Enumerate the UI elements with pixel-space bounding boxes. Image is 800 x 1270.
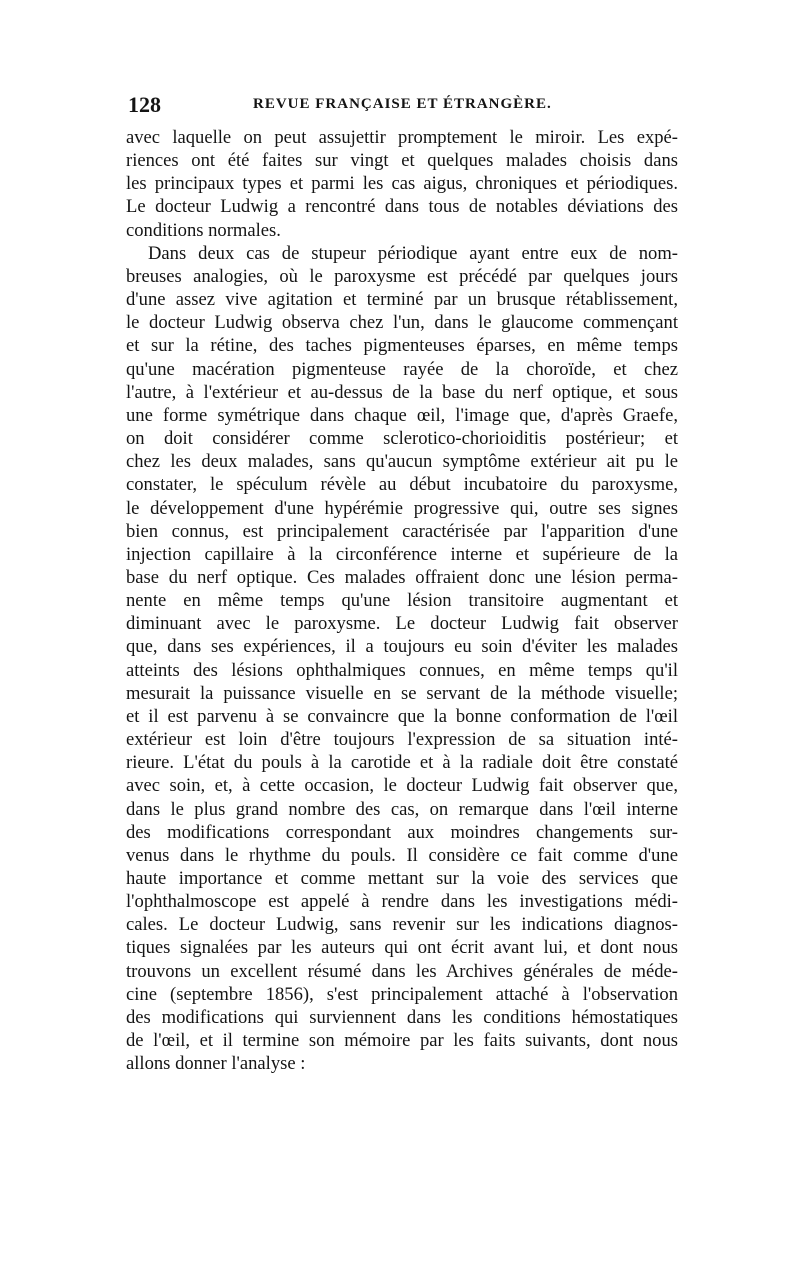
text-line: cine (septembre 1856), s'est principalement attaché à l'observation [126, 983, 678, 1005]
text-line: qu'une macération pigmenteuse rayée de la choroïde, et chez [126, 358, 678, 380]
text-line: bien connus, est principalement caractérisée par l'apparition d'une [126, 520, 678, 542]
text-line: cales. Le docteur Ludwig, sans revenir sur les indications diagnos- [126, 914, 678, 936]
paragraph-1 [126, 126, 678, 242]
text-line: l'autre, à l'extérieur et au-dessus de la base du nerf optique, et sous [126, 381, 678, 403]
text-line: riences ont été faites sur vingt et quelques malades choisis dans [126, 150, 678, 172]
text-line: Dans deux cas de stupeur périodique ayant entre eux de nom- [148, 242, 678, 264]
text-line: que, dans ses expériences, il a toujours eu soin d'éviter les malades [126, 636, 678, 658]
text-line: allons donner l'analyse : [126, 1053, 306, 1075]
text-line: de l'œil, et il termine son mémoire par les faits suivants, dont nous [126, 1030, 678, 1052]
paragraph-2 [126, 242, 678, 1076]
text-line: le développement d'une hypérémie progressive qui, outre ses signes [126, 497, 678, 519]
text-line: mesurait la puissance visuelle en se servant de la méthode visuelle; [126, 682, 678, 704]
text-line: constater, le spéculum révèle au début incubatoire du paroxysme, [126, 474, 678, 496]
journal-title: REVUE FRANÇAISE ET ÉTRANGÈRE. [253, 96, 552, 112]
text-line: diminuant avec le paroxysme. Le docteur Ludwig fait observer [126, 613, 678, 635]
body-text [126, 126, 678, 1075]
text-line: breuses analogies, où le paroxysme est précédé par quelques jours [126, 265, 678, 287]
text-line: injection capillaire à la circonférence interne et supérieure de la [126, 543, 678, 565]
text-line: avec soin, et, à cette occasion, le docteur Ludwig fait observer que, [126, 775, 678, 797]
text-line: et il est parvenu à se convaincre que la bonne conformation de l'œil [126, 705, 678, 727]
text-line: base du nerf optique. Ces malades offraient donc une lésion perma- [126, 566, 678, 588]
text-line: chez les deux malades, sans qu'aucun symptôme extérieur ait pu le [126, 451, 678, 473]
text-line: des modifications qui surviennent dans les conditions hémostatiques [126, 1006, 678, 1028]
text-line: l'ophthalmoscope est appelé à rendre dans les investigations médi- [126, 891, 678, 913]
text-line: trouvons un excellent résumé dans les Archives générales de méde- [126, 960, 678, 982]
text-line: d'une assez vive agitation et terminé par un brusque rétablissement, [126, 289, 678, 311]
running-header [128, 92, 676, 122]
text-line: les principaux types et parmi les cas aigus, chroniques et périodiques. [126, 173, 678, 195]
text-line: venus dans le rhythme du pouls. Il considère ce fait comme d'une [126, 844, 678, 866]
text-line: rieure. L'état du pouls à la carotide et à la radiale doit être constaté [126, 752, 678, 774]
text-line: haute importance et comme mettant sur la voie des services que [126, 868, 678, 889]
text-line: conditions normales. [126, 219, 281, 241]
text-line: des modifications correspondant aux moindres changements sur- [126, 821, 678, 843]
text-line: le docteur Ludwig observa chez l'un, dans le glaucome commençant [126, 312, 678, 334]
text-line: avec laquelle on peut assujettir promptement le miroir. Les expé- [126, 127, 678, 148]
text-line: Le docteur Ludwig a rencontré dans tous de notables déviations des [126, 196, 678, 218]
text-line: et sur la rétine, des taches pigmenteuses éparses, en même temps [126, 335, 678, 357]
text-line: dans le plus grand nombre des cas, on remarque dans l'œil interne [126, 798, 678, 820]
text-line: nente en même temps qu'une lésion transitoire augmentant et [126, 590, 678, 612]
text-line: on doit considérer comme sclerotico-chorioiditis postérieur; et [126, 428, 678, 450]
text-line: atteints des lésions ophthalmiques connues, en même temps qu'il [126, 659, 678, 681]
text-line: tiques signalées par les auteurs qui ont écrit avant lui, et dont nous [126, 937, 678, 959]
page-number: 128 [128, 92, 161, 117]
text-line: une forme symétrique dans chaque œil, l'image que, d'après Graefe, [126, 404, 678, 426]
text-line: extérieur est loin d'être toujours l'expression de sa situation inté- [126, 729, 678, 751]
